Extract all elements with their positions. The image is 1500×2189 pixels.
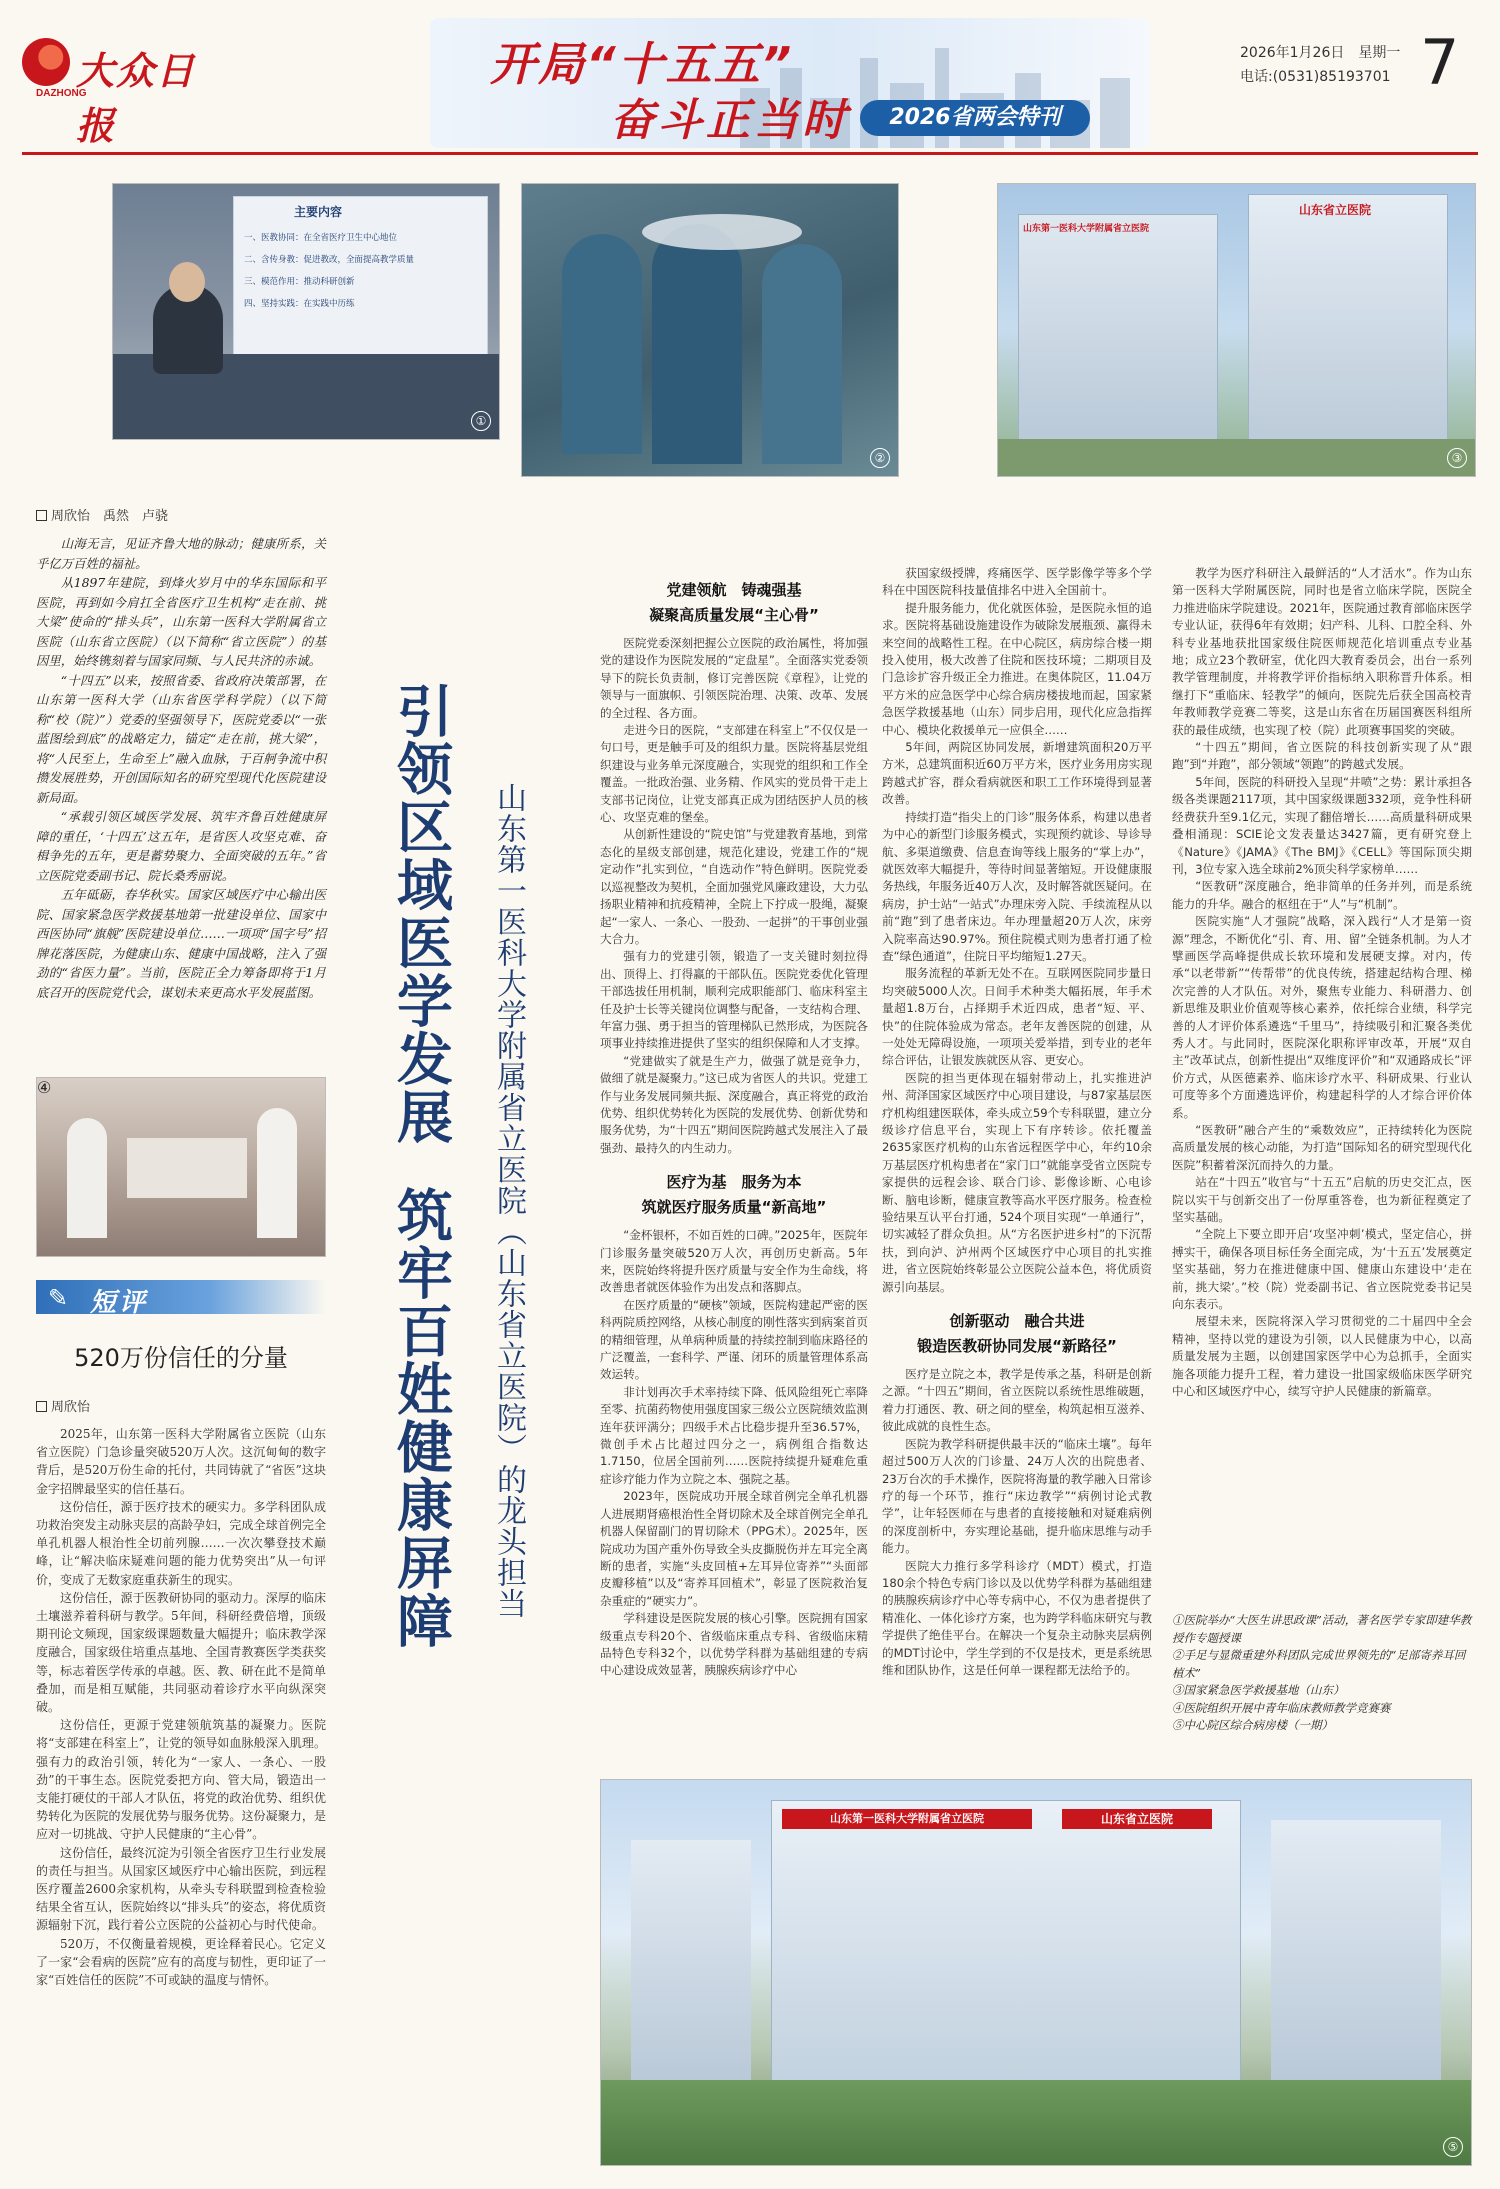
photo-caption: ②手足与显微重建外科团队完成世界领先的“足部寄养耳回植术” xyxy=(1172,1648,1466,1680)
special-title-line2: 奋斗正当时 xyxy=(610,95,850,146)
article-paragraph: 持续打造“指尖上的门诊”服务体系，构建以患者为中心的新型门诊服务模式，实现预约就诊、导诊导航、多渠道缴费、信息查询等线上服务的“掌上办”，就医效率大幅提升，等待时间显著缩短。开设健康服务热线，年服务近40万人次，及时解答就医疑问。在病房，护士站“一站式”办理床旁入院、手续流程从以前“跑”到了患者床边。年办理量超20万人次，床旁入院率高达90.97%。预住院模式则为患者打通了检查“绿色通道”，住院日平均缩短1.27天。 xyxy=(882,809,1152,963)
photo-number: ① xyxy=(471,411,491,431)
comment-paragraph: 这份信任，更源于党建领航筑基的凝聚力。医院将“支部建在科室上”，让党的领导如血脉般深入肌理。强有力的政治引领，转化为“一家人、一条心、一股劲”的干事生态。医院党委把方向、管大局，锻造出一支能打硬仗的干部人才队伍，将党的政治优势、组织优势转化为医院的发展优势与服务优势。这份凝聚力，是应对一切挑战、守护人民健康的“主心骨”。 xyxy=(36,1718,326,1842)
section-title: 医疗为基 服务为本 xyxy=(666,1173,802,1192)
comment-paragraph: 520万，不仅衡量着规模，更诠释着民心。它定义了一家“会看病的医院”应有的高度与韧性，更印证了一家“百姓信任的医院”不可或缺的温度与情怀。 xyxy=(36,1936,326,1988)
slide-item: 一、医教协同：在全省医疗卫生中心地位 xyxy=(244,233,398,243)
trees xyxy=(601,2080,1472,2166)
photo-caption: ⑤中心院区综合病房楼（一期） xyxy=(1172,1718,1333,1732)
sub-headline: 山东第一医科大学附属省立医院（山东省立医院）的龙头担当 xyxy=(491,782,526,1619)
nurse-figure xyxy=(257,1108,297,1238)
intro-column xyxy=(36,505,326,1002)
special-title-line1: 开局“十五五” xyxy=(490,37,794,91)
surgeon-figure xyxy=(652,224,742,464)
article-paragraph: 从创新性建设的“院史馆”与党建教育基地，到常态化的星级支部创建，规范化建设，党建工作的“规定动作”扎实到位，“自选动作”特色鲜明。医院党委以巡视整改为契机，全面加强党风廉政建设，大力弘扬职业精神和抗疫精神，全院上下拧成一股绳，凝聚起“一家人、一条心、一股劲、一起拼”的干事创业强大合力。 xyxy=(600,827,868,946)
surgical-lamp-icon xyxy=(642,214,802,250)
article-paragraph: 医院实施“人才强院”战略，深入践行“人才是第一资源”理念，不断优化“引、育、用、留”全链条机制。为人才擘画医学高峰提供成长软环境和发展硬支撑。对内，传承“以老带新”“传帮带”的优良传统，搭建起结构合理、梯次完善的人才队伍。对外，聚焦专业能力、科研潜力、创新思维及职业价值观等核心素养，依托综合业绩，科学完善的人才评价体系遴选“千里马”，持续吸引和汇聚各类优秀人才。与此同时，医院深化职称评审改革，开展“双自主”改革试点，创新性提出“双维度评价”和“双通路成长”评价方式，从医德素养、临床诊疗水平、科研成果、行业认可度等多个方面遴选评价，构建起科学的人才综合评价体系。 xyxy=(1172,914,1472,1120)
intro-text xyxy=(36,534,326,1002)
building-sign: 山东第一医科大学附属省立医院 xyxy=(782,1809,1032,1829)
building-left xyxy=(1018,214,1218,444)
issue-phone: 电话:(0531)85193701 xyxy=(1240,69,1391,85)
building-right xyxy=(1248,194,1448,444)
article-paragraph: 医院为教学科研提供最丰沃的“临床土壤”。每年超过500万人次的门诊量、24万人次的出院患者、23万台次的手术操作，医院将海量的教学融入日常诊疗的每一个环节，推行“床边教学”“病例讨论式教学”，让年轻医师在与患者的直接接触和对疑难病例的深度剖析中，夯实理论基础，提升临床思维与动手能力。 xyxy=(882,1436,1152,1556)
masthead xyxy=(0,0,1500,165)
slide-item: 三、模范作用：推动科研创新 xyxy=(244,277,355,287)
brand-en: DAZHONG xyxy=(36,88,87,99)
article-paragraph: 非计划再次手术率持续下降、低风险组死亡率降至零、抗菌药物使用强度国家三级公立医院绩效监测连年获评满分；四级手术占比稳步提升至36.57%，微创手术占比超过四分之一，病例组合指数达1.7150，位居全国前列……医院持续提升疑难危重症诊疗能力作为立院之本、强院之基。 xyxy=(600,1384,868,1486)
logo-swirl-icon xyxy=(22,38,70,86)
section-subtitle: 锻造医教研协同发展“新路径” xyxy=(917,1337,1117,1356)
article-paragraph: 强有力的党建引领，锻造了一支关键时刻拉得出、顶得上、打得赢的干部队伍。医院党委优化管理干部选拔任用机制，顺利完成职能部门、临床科室主任及护士长等关键岗位调整与配备，一支结构合理、年富力强、勇于担当的管理梯队已然形成，为医院各项事业持续推进提供了坚实的组织保障和人才支撑。 xyxy=(600,949,868,1051)
photo-number: ② xyxy=(870,448,890,468)
article-paragraph: 医院党委深刻把握公立医院的政治属性，将加强党的建设作为医院发展的“定盘星”。全面落实党委领导下的院长负责制，修订完善医院《章程》，让党的领导与一面旗帜、引领医院治理、决策、改革、发展的全过程、各方面。 xyxy=(600,636,868,720)
building-tower xyxy=(1271,1820,1441,2100)
article-paragraph: 医院大力推行多学科诊疗（MDT）模式，打造180余个特色专病门诊以及以优势学科群为基础组建的胰腺疾病诊疗中心等专病中心，不仅为患者提供了精准化、一体化诊疗方案，也为跨学科临床研究与教学提供了绝佳平台。在解决一个复杂主动脉夹层病例的MDT讨论中，学生学到的不仅是技术，更是系统思维和团队协作，这是任何单一课程都无法给予的。 xyxy=(882,1558,1152,1677)
photo-hospital-campus xyxy=(600,1779,1472,2166)
comment-title: 520万份信任的分量 xyxy=(74,1344,288,1372)
article-paragraph: 展望未来，医院将深入学习贯彻党的二十届四中全会精神，坚持以党的建设为引领，以人民健康为中心，以高质量发展为主题，以创建国家医学中心为总抓手，全面实施各项能力提升工程，着力建设一批国家级临床医学研究中心和区域医疗中心，续写守护人民健康的新篇章。 xyxy=(1172,1314,1472,1399)
article-paragraph: 服务流程的革新无处不在。互联网医院同步量日均突破5000人次。日间手术种类大幅拓展，年手术量超1.8万台，占择期手术近四成，患者“短、平、快”的住院体验成为常态。老年友善医院的创建，从一处处无障碍设施，一项项关爱举措，到专业的老年综合评估，让银发族就医从容、更安心。 xyxy=(882,966,1152,1068)
intro-paragraph: 五年砥砺，春华秋实。国家区域医疗中心输出医院、国家紧急医学救援基地第一批建设单位、国家中西医协同“旗舰”医院建设单位……一项项“国字号”招牌花落医院，为健康山东、健康中国战略，注入了强劲的“省医力量”。当前，医院正全力筹备即将于1月底召开的医院党代会，谋划未来更高水平发展蓝图。 xyxy=(36,887,326,1000)
byline-text: 周欣怡 禹然 卢骁 xyxy=(51,509,169,524)
surgeon-figure xyxy=(762,244,842,464)
comment-paragraph: 2025年，山东第一医科大学附属省立医院（山东省立医院）门急诊量突破520万人次。这沉甸甸的数字背后，是520万份生命的托付，共同铸就了“省医”这块金字招牌最坚实的信任基石。 xyxy=(36,1427,326,1496)
comment-byline xyxy=(36,1396,326,1415)
photo-hospital-building xyxy=(997,183,1476,477)
article-paragraph: 5年间，两院区协同发展，新增建筑面积20万平方米，总建筑面积近60万平方米，医疗业务用房实现跨越式扩容，群众看病就医和职工工作环境得到显著改善。 xyxy=(882,740,1152,807)
special-issue-badge: 2026省两会特刊 xyxy=(860,100,1090,136)
byline-box-icon xyxy=(36,1401,47,1412)
comment-paragraph: 这份信任，源于医疗技术的硬实力。多学科团队成功救治突发主动脉夹层的高龄孕妇，完成全球首例完全单孔机器人根治性全切前列腺……一次次攀登技术巅峰，让“解决临床疑难问题的能力优势突出”从一句评价，变成了无数家庭重获新生的现实。 xyxy=(36,1499,326,1587)
article-paragraph: 站在“十四五”收官与“十五五”启航的历史交汇点，医院以实干与创新交出了一份厚重答卷，也为新征程奠定了坚实基础。 xyxy=(1172,1175,1472,1225)
speaker-head xyxy=(169,262,205,302)
main-building xyxy=(771,1800,1241,2100)
slide-item: 二、含传身教：促进教改，全面提高教学质量 xyxy=(244,255,415,265)
comment-bar xyxy=(36,1280,326,1314)
article-paragraph: 医院的担当更体现在辐射带动上，扎实推进泸州、菏泽国家区域医疗中心项目建设，与87家基层医疗机构组建医联体，牵头成立59个专科联盟，建立分级诊疗信息平台，实现上下有序转诊。依托覆盖2635家医疗机构的山东省远程医学中心，年约10余万基层医疗机构患者在“家门口”就能享受省立医院专家提供的远程会诊、联合门诊、影像诊断、心电诊断、脑电诊断，健康宣教等高水平医疗服务。检查检验结果互认平台打通，524个项目实现“一单通行”，切实减轻了群众负担。从“方名医护进乡村”的下沉帮扶，到向泸、泸州两个区域医疗中心项目的扎实推进，省立医院始终彰显公立医院公益本色，将优质资源引向基层。 xyxy=(882,1070,1152,1294)
intro-paragraph: “十四五”以来，按照省委、省政府决策部署，在山东第一医科大学（山东省医学科学院）（以下简称“校（院）”）党委的坚强领导下，医院党委以“一张蓝图绘到底”的战略定力，锚定“走在前，挑大梁”，将“人民至上，生命至上”融入血脉，于百舸争流中积攒发展胜势，开创国际知名的研究型现代化医院建设新局面。 xyxy=(36,672,326,805)
article-paragraph: 医疗是立院之本，教学是传承之基，科研是创新之源。“十四五”期间，省立医院以系统性思维破题，着力打通医、教、研之间的壁垒，构筑起相互滋养、彼此成就的良性生态。 xyxy=(882,1367,1152,1434)
article-paragraph: “医教研”融合产生的“乘数效应”，正持续转化为医院高质量发展的核心动能，为打造“国际知名的研究型现代化医院”积蓄着深沉而持久的力量。 xyxy=(1172,1123,1472,1172)
nurse-figure xyxy=(67,1118,107,1238)
building-sign: 山东第一医科大学附属省立医院 xyxy=(1023,224,1150,234)
headline-part2: 筑牢百姓健康屏障 xyxy=(388,1186,453,1650)
article-paragraph: 5年间，医院的科研投入呈现“井喷”之势：累计承担各级各类课题2117项，其中国家级课题332项，竞争性科研经费获升至9.1亿元，实现了翻倍增长……高质量科研成果叠相涌现：SCIE论文发表量达3427篇，更有研究登上《Nature》《JAMA》《The BMJ》《CELL》等国际顶尖期刊，3位专家入选全球前2%顶尖科学家榜单…… xyxy=(1172,774,1472,876)
building-sign: 山东省立医院 xyxy=(1299,203,1372,217)
slide-board xyxy=(233,196,488,366)
photo-caption: ④医院组织开展中青年临床教师教学竞赛赛 xyxy=(1172,1700,1391,1715)
article-paragraph: 在医疗质量的“硬核”领域，医院构建起严密的医科两院质控网络，从核心制度的刚性落实到病案首页的精细管理，从单病种质量的持续控制到临床路径的广泛覆盖，一套科学、严谨、闭环的质量管理体系高效运转。 xyxy=(600,1297,868,1382)
article-paragraph: 2023年，医院成功开展全球首例完全单孔机器人进展期肾癌根治性全肾切除术及全球首例完全单孔机器人保留副门的胃切除术（PPG术）。2025年，医院成功为国产重外伤导致全头皮撕脱伤并左耳完全离断的患者，实施“头皮回植+左耳异位寄养”“头面部皮瓣移植”以及“寄养耳回植术”，彰显了医院救治复杂重症的“硬实力”。 xyxy=(600,1489,868,1608)
article-column-2 xyxy=(882,565,1152,1679)
intro-paragraph: “承载引领区域医学发展、筑牢齐鲁百姓健康屏障的重任，‘十四五’这五年，是省医人攻坚克难、奋楫争先的五年，更是蓄势聚力、全面突破的五年。”省立医院党委副书记、院长桑秀丽说。 xyxy=(36,809,326,883)
slide-item: 四、坚持实践：在实践中历练 xyxy=(244,299,355,309)
photo-caption: ①医院举办“大医生讲思政课”活动，著名医学专家即建华教授作专题授课 xyxy=(1172,1613,1472,1645)
slide-items xyxy=(244,227,414,315)
hospital-bed xyxy=(127,1138,247,1198)
article-paragraph: “十四五”期间，省立医院的科技创新实现了从“跟跑”到“并跑”，部分领域“领跑”的跨越式发展。 xyxy=(1172,740,1472,772)
byline xyxy=(36,505,326,524)
photo-captions xyxy=(1172,1612,1472,1735)
main-headline xyxy=(360,682,460,1782)
article-paragraph: “医教研”深度融合，绝非简单的任务并列，而是系统能力的升华。融合的枢纽在于“人”与“机制”。 xyxy=(1172,879,1472,911)
photo-number: ④ xyxy=(37,1078,52,1097)
pen-icon: ✎ xyxy=(48,1284,69,1312)
comment-body xyxy=(36,1396,326,1989)
article-paragraph: 学科建设是医院发展的核心引擎。医院拥有国家级重点专科20个、省级临床重点专科、省级临床精品特色专科32个，以优势学科群为基础组建的专病中心建设成效显著，胰腺疾病诊疗中心 xyxy=(600,1611,868,1678)
article-paragraph: “金杯银杯，不如百姓的口碑。”2025年，医院年门诊服务量突破520万人次，再创历史新高。5年来，医院始终将提升医疗质量与安全作为生命线，将改善患者就医体验作为出发点和落脚点。 xyxy=(600,1228,868,1295)
intro-paragraph: 从1897年建院，到烽火岁月中的华东国际和平医院，再到如今肩扛全省医疗卫生机构“走在前、挑大梁”使命的“排头兵”，山东第一医科大学附属省立医院（山东省立医院）（以下简称“省立医院”）的基因里，始终镌刻着与国家同频、与人民共济的赤诚。 xyxy=(36,575,326,668)
intro-paragraph: 山海无言，见证齐鲁大地的脉动；健康所系，关乎亿万百姓的福祉。 xyxy=(36,536,326,571)
issue-date: 2026年1月26日 星期一 xyxy=(1240,45,1401,61)
short-comment-header xyxy=(36,1272,326,1320)
comment-paragraph: 这份信任，最终沉淀为引领全省医疗卫生行业发展的责任与担当。从国家区域医疗中心输出医院，到远程医疗覆盖2600余家机构，从牵头专科联盟到检查检验结果全省互认，医院始终以“排头兵”的姿态，将优质资源辐射下沉，践行着公立医院的公益初心与时代使命。 xyxy=(36,1845,326,1933)
section-title: 党建领航 铸魂强基 xyxy=(666,581,802,599)
article-paragraph: 走进今日的医院，“支部建在科室上”不仅仅是一句口号，更是触手可及的组织力量。医院将基层党组织建设与业务单元深度融合，实现党的组织和工作全覆盖。一批政治强、业务精、作风实的党员骨干走上支部书记岗位，让党支部真正成为团结医护人员的核心、攻坚克难的堡垒。 xyxy=(600,723,868,825)
section-title: 创新驱动 融合共进 xyxy=(949,1312,1085,1331)
photo-surgery xyxy=(521,183,899,477)
building-tower xyxy=(631,1840,751,2100)
newspaper-logo xyxy=(22,36,197,148)
article-paragraph: “党建做实了就是生产力，做强了就是竞争力，做细了就是凝聚力。”这已成为省医人的共识。党建工作与业务发展同频共振、深度融合，真正将党的政治优势、组织优势转化为医院的发展优势、创新优势和服务优势，为“十四五”期间医院跨越式发展注入了最强劲、最持久的内生动力。 xyxy=(600,1053,868,1155)
article-column-1 xyxy=(600,573,868,1680)
comment-label: 短评 xyxy=(90,1288,149,1318)
photo-caption: ③国家紧急医学救援基地（山东） xyxy=(1172,1683,1345,1697)
masthead-rule xyxy=(22,152,1478,155)
slide-title: 主要内容 xyxy=(294,205,343,219)
building-sign: 山东省立医院 xyxy=(1062,1809,1212,1829)
section-subtitle: 凝聚高质量发展“主心骨” xyxy=(649,606,819,624)
photo-lecture xyxy=(112,183,500,440)
byline-text: 周欣怡 xyxy=(51,1400,91,1415)
article-paragraph: “全院上下要立即开启‘攻坚冲刺’模式，坚定信心，拼搏实干，确保各项目标任务全面完成，为‘十五五’发展奠定坚实基础，努力在推进健康中国、健康山东建设中‘走在前，挑大梁’。”校（院）党委副书记、省立医院党委书记吴向东表示。 xyxy=(1172,1227,1472,1312)
photo-teaching-competition xyxy=(36,1077,326,1257)
article-paragraph: 获国家级授牌，疼痛医学、医学影像学等多个学科在中国医院科技量值排名中进入全国前十。 xyxy=(882,566,1152,598)
article-column-3 xyxy=(1172,565,1472,1401)
headline-part1: 引领区域医学发展 xyxy=(388,682,453,1146)
comment-paragraph: 这份信任，源于医教研协同的驱动力。深厚的临床土壤滋养着科研与教学。5年间，科研经费倍增，顶级期刊论文频现，国家级课题数量大幅提升；临床教学深度融合，国家级住培重点基地、全国青教赛医学类获奖等，标志着医学传承的卓越。医、教、研在此不是简单叠加，而是相互赋能，共同驱动着诊疗水平向纵深突破。 xyxy=(36,1590,326,1715)
byline-box-icon xyxy=(36,510,47,521)
brand-name: 大众日报 xyxy=(76,48,197,148)
ground xyxy=(998,439,1476,477)
photo-number: ③ xyxy=(1447,448,1467,468)
photo-number: ⑤ xyxy=(1443,2137,1463,2157)
page-number: 7 xyxy=(1420,26,1460,99)
surgeon-figure xyxy=(562,234,642,454)
section-subtitle: 筑就医疗服务质量“新高地” xyxy=(641,1198,827,1217)
article-paragraph: 提升服务能力，优化就医体验，是医院永恒的追求。医院将基础设施建设作为破除发展瓶颈、赢得未来空间的战略性工程。在中心院区，病房综合楼一期投入使用，极大改善了住院和医技环境；二期项目及门急诊扩容升级正全力推进。在奥体院区，11.04万平方米的应急医学中心综合病房楼拔地而起，国家紧急医学救援基地（山东）同步启用，现代化应急指挥中心、模块化救援单元一应俱全…… xyxy=(882,600,1152,737)
article-paragraph: 教学为医疗科研注入最鲜活的“人才活水”。作为山东第一医科大学附属医院，同时也是省立临床学院，医院全力推进临床学院建设。2021年，医院通过教育部临床医学专业认证，获得6年有效期；妇产科、儿科、口腔全科、外科专业基地获批国家级住院医师规范化培训重点专业基地；成立23个教研室，优化四大教育委员会，出台一系列教学管理制度，并将教学评价指标纳入职称晋升体系。相继打下“重临床、轻教学”的倾向，医院先后获全国高校青年教师教学竞赛二等奖，这是山东省在历届国赛医科组所获的最佳成绩，也实现了校（院）此项赛事国奖的突破。 xyxy=(1172,566,1472,737)
